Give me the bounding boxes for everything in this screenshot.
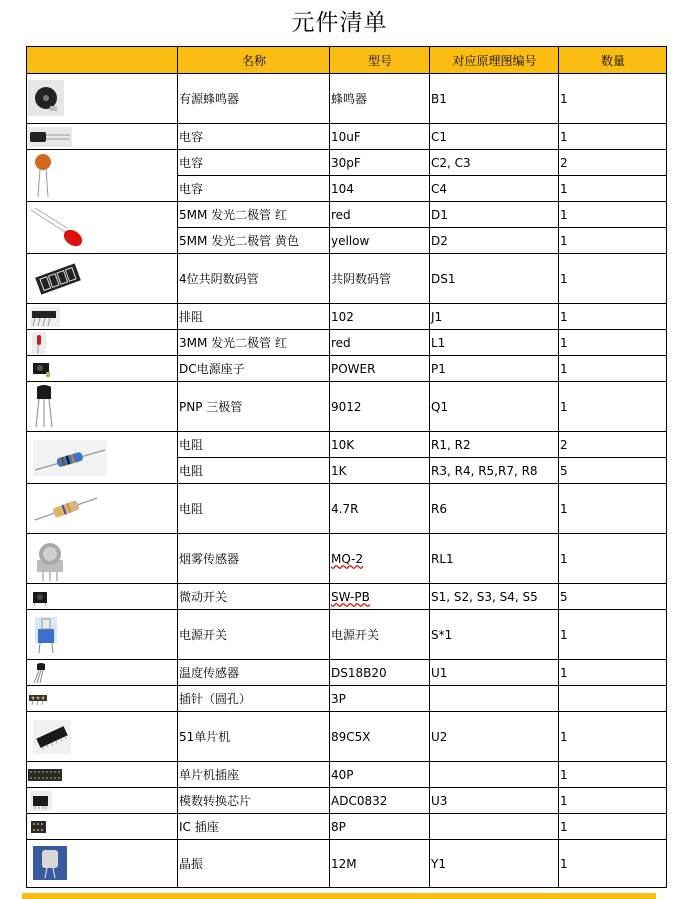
cell-ref: U3 — [430, 788, 559, 814]
cell-qty: 1 — [559, 534, 667, 584]
cell-ref: L1 — [430, 330, 559, 356]
cell-name: 排阻 — [178, 304, 330, 330]
cell-model — [330, 584, 430, 610]
cell-qty: 1 — [559, 484, 667, 534]
cell-ref: R3, R4, R5,R7, R8 — [430, 458, 559, 484]
cell-qty: 1 — [559, 228, 667, 254]
cell-qty: 1 — [559, 840, 667, 888]
cell-model: 1K — [330, 458, 430, 484]
row-image — [27, 660, 178, 686]
row-image — [27, 814, 178, 840]
row-image — [27, 304, 178, 330]
cell-model: 30pF — [330, 150, 430, 176]
row-image — [27, 432, 178, 484]
power-switch-icon — [33, 615, 59, 655]
cell-name: DC电源座子 — [178, 356, 330, 382]
table-row — [27, 484, 667, 534]
cell-qty: 1 — [559, 382, 667, 432]
row-image — [27, 584, 178, 610]
cell-ref: S*1 — [430, 610, 559, 660]
cell-qty: 1 — [559, 712, 667, 762]
table-row — [27, 840, 667, 888]
cell-name: 电容 — [178, 124, 330, 150]
blue-resistor-icon — [33, 440, 107, 476]
cell-qty: 5 — [559, 584, 667, 610]
cell-name: 温度传感器 — [178, 660, 330, 686]
cell-model: 104 — [330, 176, 430, 202]
cell-ref: R6 — [430, 484, 559, 534]
cell-qty: 1 — [559, 124, 667, 150]
table-header-row — [27, 47, 667, 74]
cell-name: 微动开关 — [178, 584, 330, 610]
table-row — [27, 660, 667, 686]
row-image — [27, 382, 178, 432]
crystal-oscillator-icon — [33, 846, 67, 880]
cell-name: 51单片机 — [178, 712, 330, 762]
cell-ref: C1 — [430, 124, 559, 150]
table-row — [27, 788, 667, 814]
cell-name: 电阻 — [178, 458, 330, 484]
cell-model: 89C5X — [330, 712, 430, 762]
cell-name: 5MM 发光二极管 黄色 — [178, 228, 330, 254]
cell-model: 8P — [330, 814, 430, 840]
cell-model: POWER — [330, 356, 430, 382]
table-row — [27, 124, 667, 150]
cell-model: 共阴数码管 — [330, 254, 430, 304]
microcontroller-chip-icon — [33, 720, 71, 754]
row-image — [27, 840, 178, 888]
seven-segment-display-icon — [33, 262, 83, 296]
temperature-sensor-icon — [31, 662, 47, 684]
row-image — [27, 712, 178, 762]
model-text: MQ-2 — [331, 551, 364, 566]
row-image — [27, 484, 178, 534]
cell-ref: Y1 — [430, 840, 559, 888]
cell-name: PNP 三极管 — [178, 382, 330, 432]
cell-qty: 1 — [559, 176, 667, 202]
table-row — [27, 712, 667, 762]
cell-model: yellow — [330, 228, 430, 254]
cell-ref: DS1 — [430, 254, 559, 304]
cell-name: 模数转换芯片 — [178, 788, 330, 814]
table-row — [27, 356, 667, 382]
resistor-network-icon — [30, 307, 60, 327]
row-image — [27, 534, 178, 584]
cell-model: 9012 — [330, 382, 430, 432]
3mm-led-icon — [32, 332, 46, 354]
model-text: SW-PB — [331, 589, 370, 604]
table-row — [27, 202, 667, 228]
cell-name: 电容 — [178, 176, 330, 202]
cell-qty: 1 — [559, 660, 667, 686]
cell-name: IC 插座 — [178, 814, 330, 840]
cell-qty: 2 — [559, 150, 667, 176]
table-row — [27, 74, 667, 124]
cell-name: 4位共阴数码管 — [178, 254, 330, 304]
cell-ref: D2 — [430, 228, 559, 254]
table-row — [27, 814, 667, 840]
cell-qty: 2 — [559, 432, 667, 458]
cell-qty: 1 — [559, 762, 667, 788]
cell-name: 单片机插座 — [178, 762, 330, 788]
cell-name: 烟雾传感器 — [178, 534, 330, 584]
table-row — [27, 382, 667, 432]
cell-ref — [430, 762, 559, 788]
cell-ref — [430, 814, 559, 840]
table-row — [27, 610, 667, 660]
row-image — [27, 788, 178, 814]
row-image — [27, 762, 178, 788]
cell-model: 10uF — [330, 124, 430, 150]
cell-qty: 1 — [559, 304, 667, 330]
cell-qty: 1 — [559, 610, 667, 660]
cell-qty: 1 — [559, 356, 667, 382]
cell-ref: P1 — [430, 356, 559, 382]
header-image — [27, 47, 178, 74]
header-name: 名称 — [178, 47, 330, 74]
footer-bar — [22, 893, 656, 899]
ceramic-capacitor-icon — [33, 152, 53, 198]
cell-name: 插针（圆孔） — [178, 686, 330, 712]
cell-model: 4.7R — [330, 484, 430, 534]
cell-model: 40P — [330, 762, 430, 788]
cell-model: red — [330, 330, 430, 356]
row-image — [27, 686, 178, 712]
cell-qty: 1 — [559, 814, 667, 840]
table-row — [27, 534, 667, 584]
cell-name: 电源开关 — [178, 610, 330, 660]
cell-ref: S1, S2, S3, S4, S5 — [430, 584, 559, 610]
cell-qty: 1 — [559, 254, 667, 304]
cell-qty: 1 — [559, 74, 667, 124]
adc-chip-icon — [30, 791, 52, 811]
cell-model: 12M — [330, 840, 430, 888]
dc-jack-icon — [31, 359, 53, 379]
cell-name: 有源蜂鸣器 — [178, 74, 330, 124]
cell-ref: U2 — [430, 712, 559, 762]
cell-ref: U1 — [430, 660, 559, 686]
cell-ref: B1 — [430, 74, 559, 124]
cell-model: 电源开关 — [330, 610, 430, 660]
cell-ref — [430, 686, 559, 712]
header-schematic-ref: 对应原理图编号 — [430, 47, 559, 74]
table-row — [27, 762, 667, 788]
component-list-table — [26, 46, 667, 888]
cell-ref: RL1 — [430, 534, 559, 584]
red-led-icon — [29, 206, 85, 250]
cell-model — [330, 534, 430, 584]
header-model: 型号 — [330, 47, 430, 74]
header-quantity: 数量 — [559, 47, 667, 74]
table-row — [27, 432, 667, 458]
table-row — [27, 584, 667, 610]
table-row — [27, 686, 667, 712]
cell-name: 电阻 — [178, 432, 330, 458]
cell-ref: J1 — [430, 304, 559, 330]
cell-qty: 1 — [559, 202, 667, 228]
cell-ref: Q1 — [430, 382, 559, 432]
table-row — [27, 254, 667, 304]
table-row — [27, 330, 667, 356]
cell-model: 蜂鸣器 — [330, 74, 430, 124]
row-image — [27, 330, 178, 356]
row-image — [27, 150, 178, 202]
cell-qty: 5 — [559, 458, 667, 484]
cell-ref: C2, C3 — [430, 150, 559, 176]
cell-ref: C4 — [430, 176, 559, 202]
cell-name: 3MM 发光二极管 红 — [178, 330, 330, 356]
row-image — [27, 124, 178, 150]
ic-socket-8-icon — [30, 818, 48, 836]
cell-ref: R1, R2 — [430, 432, 559, 458]
row-image — [27, 254, 178, 304]
cell-ref: D1 — [430, 202, 559, 228]
cell-model: ADC0832 — [330, 788, 430, 814]
beige-resistor-icon — [33, 492, 99, 526]
buzzer-icon — [28, 80, 64, 116]
cell-model: 3P — [330, 686, 430, 712]
cell-qty: 1 — [559, 330, 667, 356]
row-image — [27, 74, 178, 124]
row-image — [27, 610, 178, 660]
tact-switch-icon — [31, 587, 53, 607]
cell-qty: 1 — [559, 788, 667, 814]
page-title: 元件清单 — [291, 10, 388, 36]
row-image — [27, 356, 178, 382]
transistor-icon — [33, 385, 55, 429]
cell-name: 晶振 — [178, 840, 330, 888]
cell-model: red — [330, 202, 430, 228]
cell-name: 电容 — [178, 150, 330, 176]
row-image — [27, 202, 178, 254]
table-row — [27, 304, 667, 330]
pin-header-icon — [28, 692, 50, 706]
cell-model: 10K — [330, 432, 430, 458]
cell-model: 102 — [330, 304, 430, 330]
electrolytic-capacitor-icon — [28, 127, 72, 147]
table-row — [27, 150, 667, 176]
cell-qty — [559, 686, 667, 712]
ic-socket-40-icon — [28, 765, 62, 785]
cell-model: DS18B20 — [330, 660, 430, 686]
cell-name: 电阻 — [178, 484, 330, 534]
smoke-sensor-icon — [33, 538, 67, 582]
cell-name: 5MM 发光二极管 红 — [178, 202, 330, 228]
